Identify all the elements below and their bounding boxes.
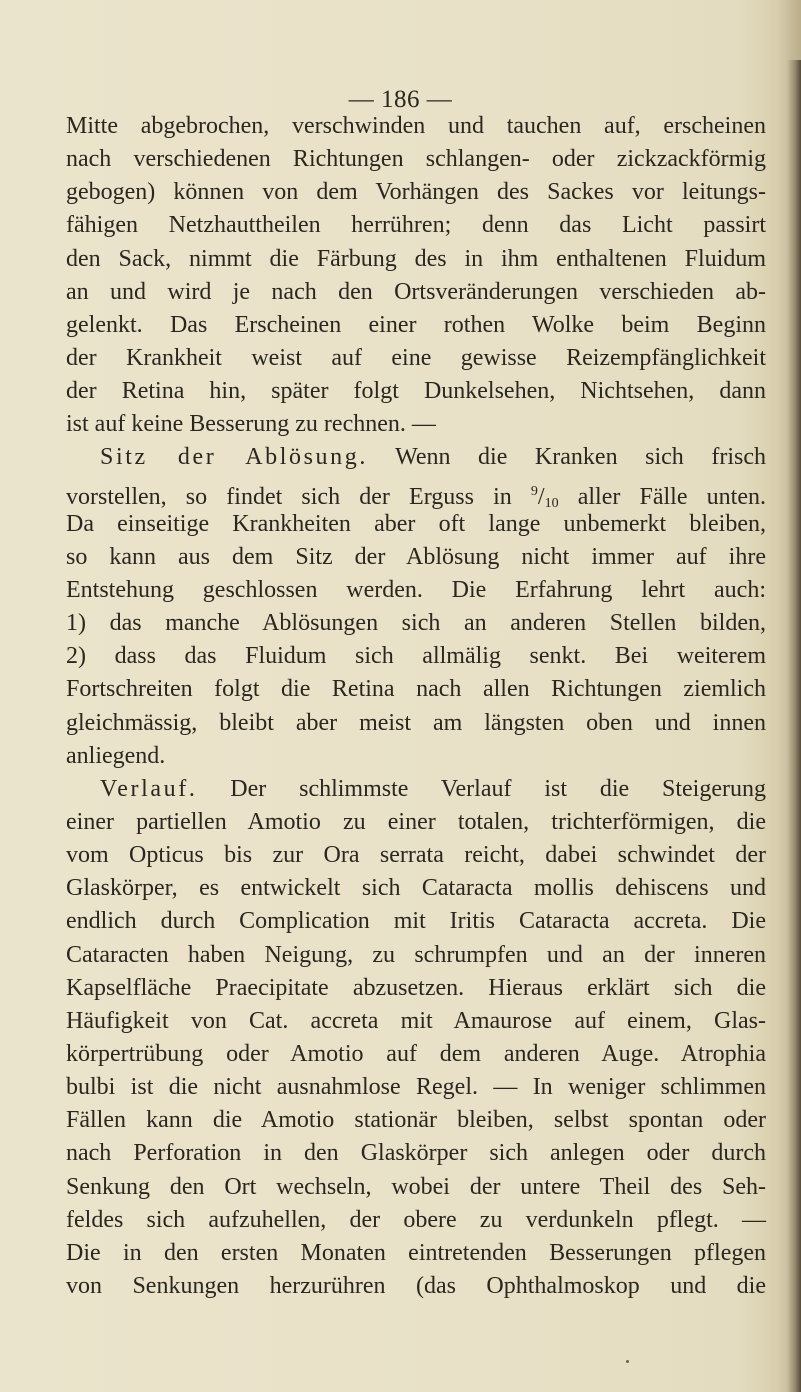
text-line: 2) dass das Fluidum sich allmälig senkt. Bei weiterem [66,643,766,670]
text-line: Cataracten haben Neigung, zu schrumpfen und an der inneren [66,941,766,968]
text-line: nach verschiedenen Richtungen schlangen- oder zickzackförmig [66,146,766,173]
text-line: Glaskörper, es entwickelt sich Cataracta mollis dehiscens und [66,875,766,902]
text-line: ist auf keine Besserung zu rechnen. — [66,411,436,438]
text-line: bulbi ist die nicht ausnahmlose Regel. — In weniger schlimmen [66,1074,766,1101]
text-line: fähigen Netzhauttheilen herrühren; denn das Licht passirt [66,212,766,239]
text-line: Mitte abgebrochen, verschwinden und tauchen auf, erscheinen [66,113,766,139]
text-line: Fällen kann die Amotio stationär bleiben, selbst spontan oder [66,1107,766,1134]
text-line: den Sack, nimmt die Färbung des in ihm enthaltenen Fluidum [66,245,766,272]
text-line: der Krankheit weist auf eine gewisse Reizempfänglichkeit [66,344,766,371]
text-line: Fortschreiten folgt die Retina nach allen Richtungen ziemlich [66,676,766,703]
text-line: Senkung den Ort wechseln, wobei der untere Theil des Seh- [66,1173,766,1200]
section-line-sitz [66,441,766,474]
body-text [66,110,766,1303]
fraction-numerator: 9 [530,483,538,499]
text-line: endlich durch Complication mit Iritis Cataracta accreta. Die [66,908,766,935]
text-fragment: Wenn die Kranken sich frisch [367,444,767,471]
text-fragment: aller Fälle unten. [558,483,766,510]
text-line: körpertrübung oder Amotio auf dem anderen Auge. Atrophia [66,1040,766,1067]
text-line: Die in den ersten Monaten eintretenden Besserungen pflegen [66,1239,766,1266]
text-line: vom Opticus bis zur Ora serrata reicht, dabei schwindet der [66,842,766,869]
fraction: $^9/_{10}$ [530,483,559,511]
text-line: von Senkungen herzurühren (das Ophthalmoskop und die [66,1272,766,1299]
text-line: Kapselfläche Praecipitate abzusetzen. Hieraus erklärt sich die [66,974,766,1001]
text-line: gelenkt. Das Erscheinen einer rothen Wolke beim Beginn [66,311,766,338]
text-fragment: vorstellen, so findet sich der Erguss in [66,483,531,510]
text-line: an und wird je nach den Ortsveränderungen verschieden ab- [66,278,766,305]
text-line: der Retina hin, später folgt Dunkelsehen, Nichtsehen, dann [66,378,766,405]
text-line: einer partiellen Amotio zu einer totalen, trichterförmigen, die [66,808,766,835]
fraction-denominator: 10 [544,495,559,511]
text-line: nach Perforation in den Glaskörper sich anlegen oder durch [66,1140,766,1167]
text-line: gebogen) können von dem Vorhängen des Sackes vor leitungs- [66,179,766,206]
text-line: Da einseitige Krankheiten aber oft lange unbemerkt bleiben, [66,510,766,537]
text-line: Häufigkeit von Cat. accreta mit Amaurose auf einem, Glas- [66,1007,766,1034]
text-line: so kann aus dem Sitz der Ablösung nicht immer auf ihre [66,543,766,570]
text-line: anliegend. [66,742,166,769]
text-line: feldes sich aufzuhellen, der obere zu verdunkeln pflegt. — [66,1206,766,1233]
text-line: gleichmässig, bleibt aber meist am längsten oben und innen [66,709,766,736]
text-line-fraction [66,475,766,511]
page-edge-shadow [787,60,801,1392]
text-line: 1) das manche Ablösungen sich an anderen Stellen bilden, [66,610,766,637]
section-heading-sitz: Sitz der Ablösung. [100,444,368,471]
page-number: — 186 — [348,86,453,113]
section-heading-verlauf: Verlauf. [100,775,198,802]
ink-speck [626,1360,629,1363]
section-line-verlauf [66,773,766,806]
text-line: Entstehung geschlossen werden. Die Erfahrung lehrt auch: [66,576,766,603]
text-fragment: Der schlimmste Verlauf ist die Steigerung [197,775,766,802]
